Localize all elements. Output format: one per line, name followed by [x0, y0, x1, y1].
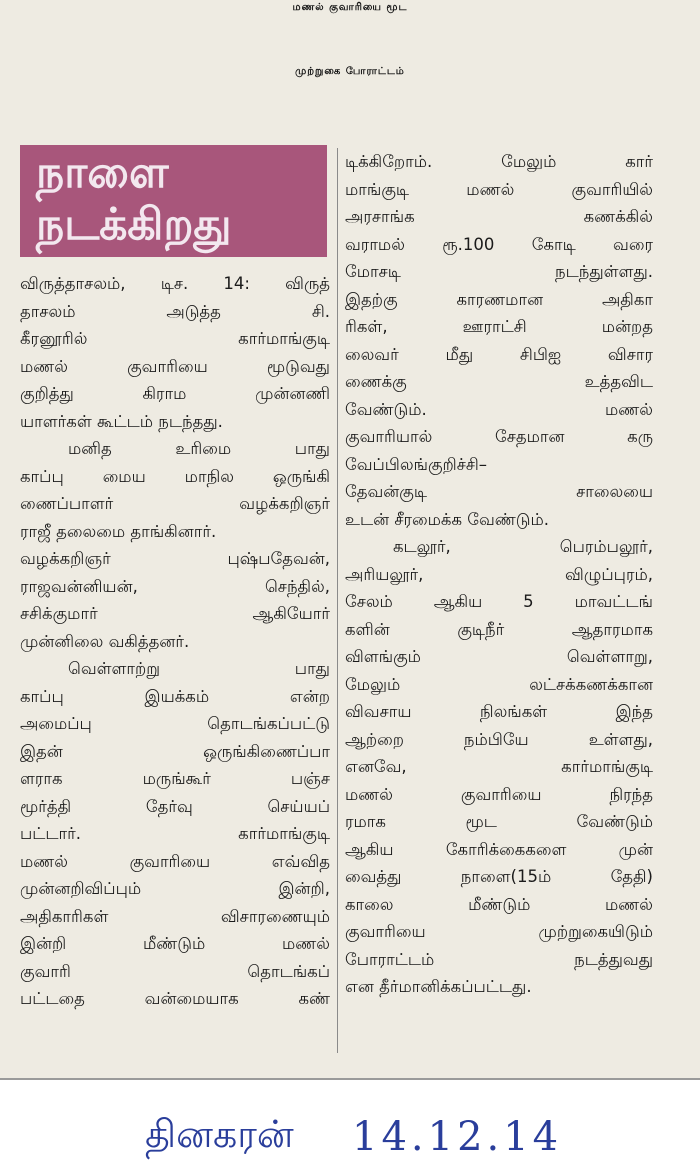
body-line: சசிக்குமார் ஆகியோர்	[20, 604, 330, 623]
body-line: மூர்த்தி தேர்வு செய்யப்	[20, 796, 330, 816]
body-line: காப்பு மைய மாநில ஒருங்கி	[20, 466, 330, 486]
body-line: வேண்டும். மணல்	[345, 399, 653, 419]
body-line: வராமல் ரூ.100 கோடி வரை	[345, 234, 653, 254]
body-line: வேப்பிலங்குறிச்சி–	[345, 454, 488, 474]
body-line: தாசலம் அடுத்த சி.	[20, 301, 330, 321]
body-line: மேலும் லட்சக்கணக்கான	[345, 674, 653, 694]
body-line: அதிகாரிகள் விசாரணையும்	[20, 906, 330, 926]
body-line: கடலூர், பெரம்பலூர்,	[393, 537, 653, 556]
body-line: ணைக்கு உத்தவிட	[345, 372, 653, 391]
body-line: ரமாக மூட வேண்டும்	[345, 812, 653, 831]
body-line: வைத்து நாளை(15ம் தேதி)	[345, 867, 653, 886]
body-line: இதற்கு காரணமான அதிகா	[345, 289, 653, 309]
body-line: உடன் சீரமைக்க வேண்டும்.	[345, 509, 550, 529]
body-line: முன்னறிவிப்பும் இன்றி,	[20, 879, 330, 898]
body-line: மாங்குடி மணல் குவாரியில்	[345, 179, 653, 199]
body-line: யாளர்கள் கூட்டம் நடந்தது.	[20, 411, 223, 431]
headline-line-2: முற்றுகை போராட்டம்	[295, 66, 405, 77]
body-line: அமைப்பு தொடங்கப்பட்டு	[20, 714, 330, 733]
body-line: வழக்கறிஞர் புஷ்பதேவன்,	[20, 549, 330, 568]
body-line: மோசடி நடந்துள்ளது.	[345, 262, 653, 281]
body-line: ஆகிய கோரிக்கைகளை முன்	[345, 839, 653, 859]
headline-line-1: மணல் குவாரியை மூட	[292, 2, 408, 13]
body-line: மணல் குவாரியை மூடுவது	[20, 356, 330, 376]
body-line: சேலம் ஆகிய 5 மாவட்டங்	[345, 592, 653, 611]
body-column-right	[345, 148, 653, 1001]
body-line: போராட்டம் நடத்துவது	[345, 949, 653, 969]
body-line: முன்னிலை வகித்தனர்.	[20, 631, 190, 651]
body-line: களின் குடிநீர் ஆதாரமாக	[345, 619, 653, 639]
body-line: விருத்தாசலம், டிச. 14: விருத்	[20, 274, 330, 293]
subheading-box	[20, 145, 327, 257]
body-line: இதன் ஒருங்கிணைப்பா	[20, 741, 330, 761]
body-line: ராஜீ தலைமை தாங்கினார்.	[20, 521, 217, 541]
body-line: குவாரியால் சேதமான கரு	[345, 427, 653, 446]
body-line: அரசாங்க கணக்கில்	[345, 207, 653, 226]
body-line: மணல் குவாரியை நிரந்த	[345, 784, 653, 804]
body-line: என தீர்மானிக்கப்பட்டது.	[345, 977, 532, 996]
body-column-left	[20, 270, 330, 1013]
body-line: ளராக மருங்கூர் பஞ்ச	[20, 769, 330, 788]
body-line: காலை மீண்டும் மணல்	[345, 894, 653, 914]
body-line: டிக்கிறோம். மேலும் கார்	[345, 152, 653, 171]
body-line: மனித உரிமை பாது	[68, 439, 330, 458]
subheading-line-2: நடக்கிறது	[36, 199, 232, 250]
publication-date: 14.12.14	[352, 1114, 563, 1160]
body-line: காப்பு இயக்கம் என்ற	[20, 686, 330, 706]
source-stamp	[0, 1080, 700, 1169]
body-line: அரியலூர், விழுப்புரம்,	[345, 564, 653, 584]
body-line: ணைப்பாளர் வழக்கறிஞர்	[20, 494, 330, 513]
body-line: வெள்ளாற்று பாது	[68, 659, 330, 678]
body-line: பட்டார். கார்மாங்குடி	[20, 824, 330, 843]
body-line: ரிகள், ஊராட்சி மன்றத	[345, 317, 653, 336]
subheading-line-1: நாளை	[36, 147, 169, 198]
body-line: எனவே, கார்மாங்குடி	[345, 757, 653, 776]
body-line: விளங்கும் வெள்ளாறு,	[345, 647, 653, 666]
column-divider	[337, 148, 338, 1053]
body-line: கீரனூரில் கார்மாங்குடி	[20, 329, 330, 348]
body-line: இன்றி மீண்டும் மணல்	[20, 934, 330, 953]
newspaper-name: தினகரன்	[145, 1112, 294, 1156]
body-line: லைவர் மீது சிபிஐ விசார	[345, 344, 653, 364]
body-line: குவாரியை முற்றுகையிடும்	[345, 922, 653, 941]
body-line: மணல் குவாரியை எவ்வித	[20, 851, 330, 871]
body-line: குறித்து கிராம முன்னணி	[20, 384, 330, 403]
body-line: பட்டதை வன்மையாக கண்	[20, 989, 330, 1008]
body-line: தேவன்குடி சாலையை	[345, 482, 653, 501]
body-line: குவாரி தொடங்கப்	[20, 961, 330, 981]
body-line: விவசாய நிலங்கள் இந்த	[345, 702, 653, 721]
body-line: ஆற்றை நம்பியே உள்ளது,	[345, 729, 653, 749]
body-line: ராஜவன்னியன், செந்தில்,	[20, 576, 330, 596]
